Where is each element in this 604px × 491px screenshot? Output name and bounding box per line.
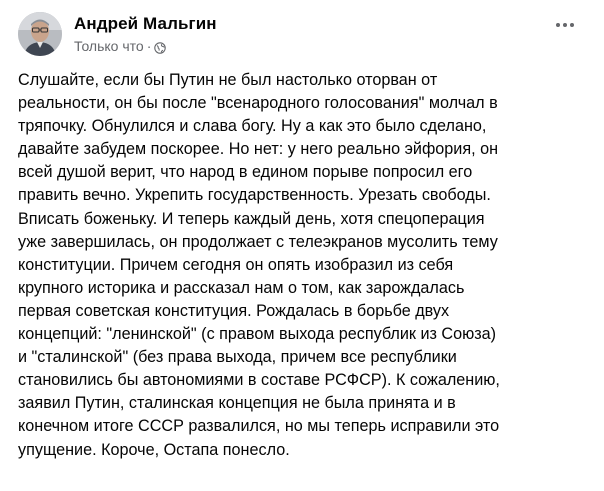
globe-icon[interactable] bbox=[154, 40, 166, 52]
author-name[interactable]: Андрей Мальгин bbox=[74, 14, 217, 33]
post-header bbox=[18, 9, 217, 59]
more-options-button[interactable] bbox=[548, 14, 582, 36]
post-body-text: Слушайте, если бы Путин не был настолько оторван от реальности, он бы после "всенародного голосования" молчал в тряпочку. Обнулился и слава богу. Ну а как это было сделано, давайте забудем поскорее. Но нет: у него реально эйфория, он всей душой верит, что народ в едином порыве попросил его править вечно. Укрепить государственность. Урезать свободы. Вписать боженьку. И теперь каждый день, хотя спецоперация уже завершилась, он продолжает с телеэкранов мусолить тему конституции. Причем сегодня он опять изобразил из себя крупного историка и рассказал нам о том, как зарождалась первая советская конституция. Рождалась в борьбе двух концепций: "ленинской" (с правом выхода республик из Союза) и "сталинской" (без права выхода, причем все республики становились бы автономиями в составе РСФСР). К сожалению, заявил Путин, сталинская концепция не была принята и в конечном итоге СССР развалился, но мы теперь исправили это упущение. Короче, Остапа понесло. bbox=[18, 71, 500, 459]
avatar-photo bbox=[18, 12, 62, 56]
avatar[interactable] bbox=[18, 12, 62, 56]
header-text bbox=[74, 13, 217, 55]
post-meta bbox=[74, 37, 217, 55]
more-options-icon-dot bbox=[570, 23, 574, 27]
more-options-icon-dot bbox=[563, 23, 567, 27]
meta-separator: · bbox=[146, 38, 152, 54]
more-options-icon bbox=[556, 23, 560, 27]
post-timestamp[interactable]: Только что bbox=[74, 38, 144, 54]
